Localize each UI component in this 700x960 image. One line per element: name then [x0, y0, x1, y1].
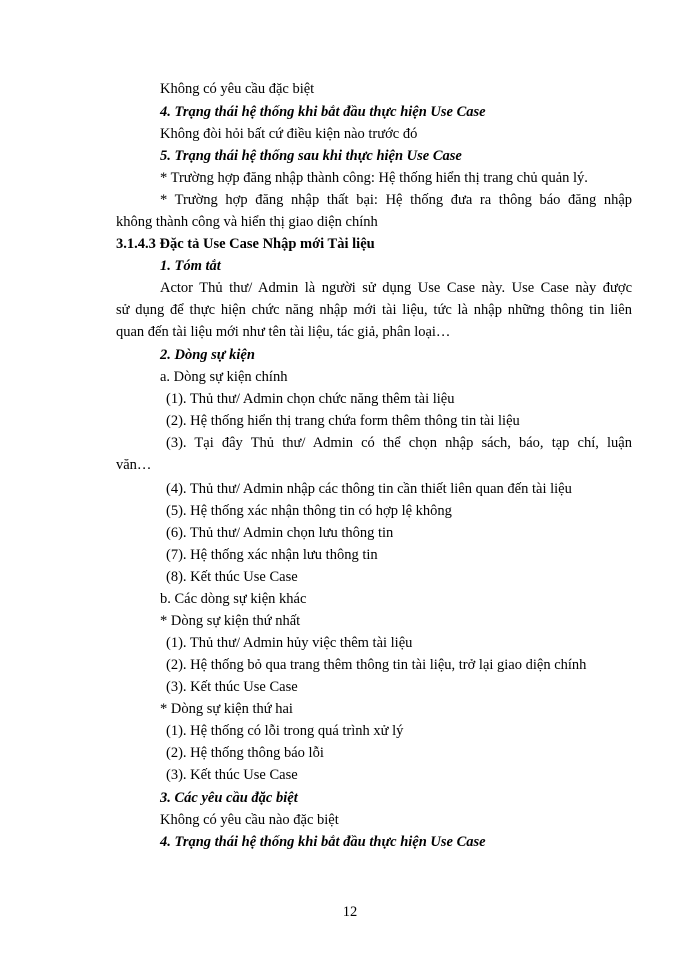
- list-item-alt1-1: (1). Thủ thư/ Admin hủy việc thêm tài liệu: [166, 635, 413, 651]
- paragraph-no-preconditions: Không đòi hỏi bất cứ điều kiện nào trước đó: [160, 126, 418, 142]
- subheading-alt-flow-1: * Dòng sự kiện thứ nhất: [160, 613, 301, 629]
- list-item-alt2-1: (1). Hệ thống có lỗi trong quá trình xử lý: [166, 723, 404, 739]
- paragraph-login-failure-cont: không thành công và hiển thị giao diện chính: [116, 214, 378, 230]
- heading-special-requirements: 3. Các yêu cầu đặc biệt: [160, 790, 298, 806]
- paragraph-summary-1: Actor Thủ thư/ Admin là người sử dụng Use Case này. Use Case này được: [160, 280, 632, 296]
- list-item-main-8: (8). Kết thúc Use Case: [166, 569, 298, 585]
- list-item-main-1: (1). Thủ thư/ Admin chọn chức năng thêm tài liệu: [166, 391, 455, 407]
- subheading-other-flows: b. Các dòng sự kiện khác: [160, 591, 307, 607]
- heading-system-state-after: 5. Trạng thái hệ thống sau khi thực hiện Use Case: [160, 148, 462, 164]
- paragraph-summary-3: quan đến tài liệu mới như tên tài liệu, tác giả, phân loại…: [116, 324, 451, 340]
- paragraph-no-special-requirements: Không có yêu cầu đặc biệt: [160, 81, 315, 97]
- heading-summary: 1. Tóm tắt: [160, 258, 221, 274]
- paragraph-no-special-requirements-2: Không có yêu cầu nào đặc biệt: [160, 812, 339, 828]
- list-item-alt2-3: (3). Kết thúc Use Case: [166, 767, 298, 783]
- list-item-main-5: (5). Hệ thống xác nhận thông tin có hợp lệ không: [166, 503, 452, 519]
- list-item-alt2-2: (2). Hệ thống thông báo lỗi: [166, 745, 324, 761]
- heading-system-state-before-2: 4. Trạng thái hệ thống khi bắt đầu thực hiện Use Case: [160, 834, 486, 850]
- list-item-main-6: (6). Thủ thư/ Admin chọn lưu thông tin: [166, 525, 394, 541]
- heading-event-flow: 2. Dòng sự kiện: [160, 347, 255, 363]
- paragraph-login-failure: * Trường hợp đăng nhập thất bại: Hệ thống đưa ra thông báo đăng nhập: [160, 192, 632, 208]
- paragraph-summary-2: sử dụng để thực hiện chức năng nhập mới tài liệu, tức là nhập những thông tin liên: [116, 302, 632, 318]
- list-item-main-2: (2). Hệ thống hiển thị trang chứa form thêm thông tin tài liệu: [166, 413, 520, 429]
- subheading-main-flow: a. Dòng sự kiện chính: [160, 369, 288, 385]
- list-item-alt1-2: (2). Hệ thống bỏ qua trang thêm thông tin tài liệu, trở lại giao diện chính: [166, 657, 587, 673]
- list-item-main-3: (3). Tại đây Thủ thư/ Admin có thể chọn nhập sách, báo, tạp chí, luận: [166, 435, 632, 451]
- list-item-main-7: (7). Hệ thống xác nhận lưu thông tin: [166, 547, 378, 563]
- paragraph-login-success: * Trường hợp đăng nhập thành công: Hệ thống hiển thị trang chủ quản lý.: [160, 170, 588, 186]
- list-item-main-3-cont: văn…: [116, 457, 152, 473]
- list-item-alt1-3: (3). Kết thúc Use Case: [166, 679, 298, 695]
- section-title-3-1-4-3: 3.1.4.3 Đặc tả Use Case Nhập mới Tài liệu: [116, 236, 375, 252]
- subheading-alt-flow-2: * Dòng sự kiện thứ hai: [160, 701, 293, 717]
- page-number: 12: [342, 904, 358, 920]
- list-item-main-4: (4). Thủ thư/ Admin nhập các thông tin cần thiết liên quan đến tài liệu: [166, 481, 572, 497]
- heading-system-state-before: 4. Trạng thái hệ thống khi bắt đầu thực hiện Use Case: [160, 104, 486, 120]
